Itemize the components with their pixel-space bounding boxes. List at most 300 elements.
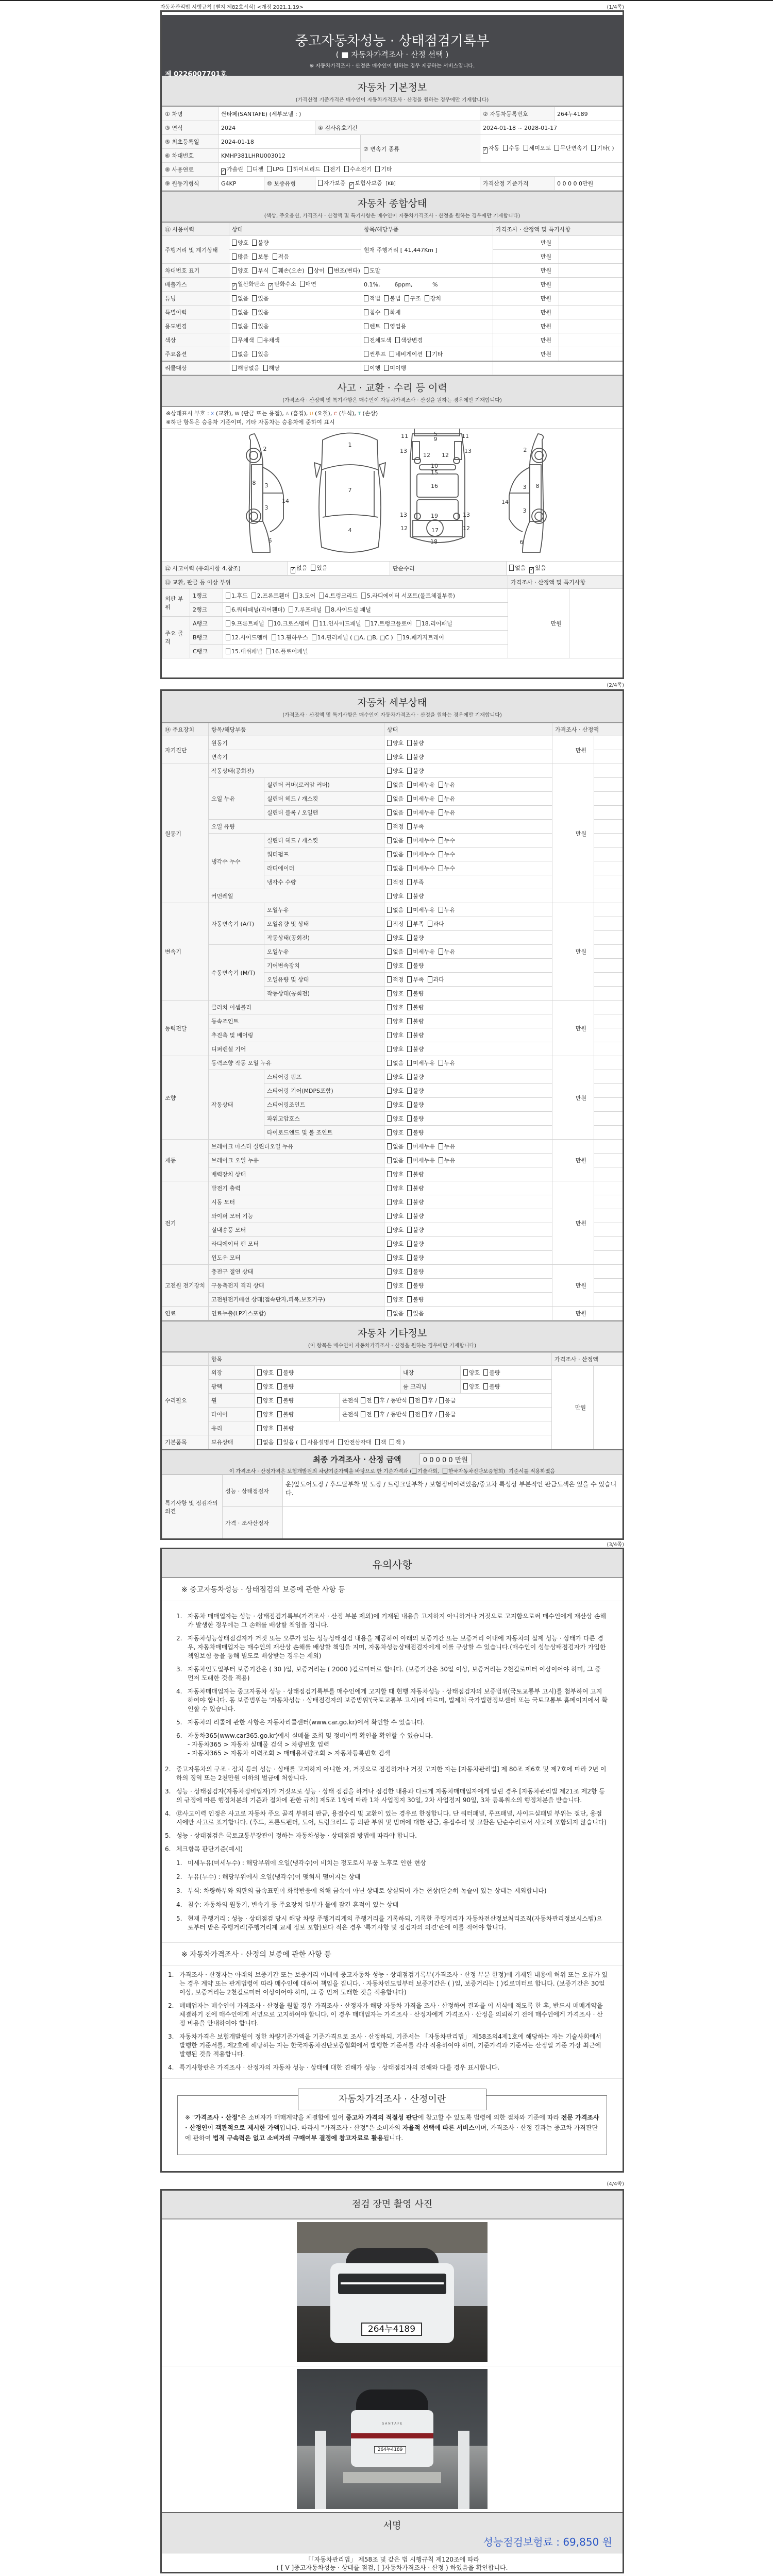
- checkbox-option[interactable]: [407, 1156, 435, 1164]
- checkbox-unchecked[interactable]: [387, 1074, 392, 1080]
- checkbox-option[interactable]: [387, 989, 404, 997]
- checkbox-option[interactable]: [443, 1467, 505, 1475]
- checkbox-unchecked[interactable]: [407, 1032, 412, 1038]
- checkbox-unchecked[interactable]: [428, 976, 432, 982]
- checkbox-unchecked[interactable]: [387, 1018, 392, 1024]
- checkbox-unchecked[interactable]: [257, 1425, 262, 1431]
- checkbox-unchecked[interactable]: [407, 1088, 412, 1094]
- checkbox-option[interactable]: [412, 1467, 439, 1475]
- checkbox-unchecked[interactable]: [407, 935, 412, 941]
- checkbox-option[interactable]: [387, 1142, 404, 1150]
- checkbox-unchecked[interactable]: [407, 795, 412, 802]
- checkbox-option[interactable]: [308, 266, 325, 275]
- checkbox-unchecked[interactable]: [387, 1255, 392, 1261]
- checkbox-unchecked[interactable]: [509, 565, 514, 571]
- checkbox-unchecked[interactable]: [407, 1296, 412, 1302]
- checkbox-unchecked[interactable]: [439, 782, 443, 788]
- checkbox-option[interactable]: [407, 906, 435, 914]
- checkbox-option[interactable]: [338, 1438, 371, 1446]
- checkbox-option[interactable]: [407, 781, 435, 789]
- checkbox-option[interactable]: [407, 1184, 424, 1192]
- checkbox-unchecked[interactable]: [374, 1397, 379, 1403]
- checkbox-unchecked[interactable]: [387, 768, 392, 774]
- checkbox-option[interactable]: [257, 1424, 274, 1432]
- checkbox-option[interactable]: [232, 252, 248, 261]
- checkbox-unchecked[interactable]: [277, 1439, 282, 1445]
- checkbox-option[interactable]: [247, 165, 263, 173]
- checkbox-option[interactable]: [503, 144, 519, 152]
- checkbox-option[interactable]: [407, 1031, 424, 1039]
- checkbox-option[interactable]: [463, 1382, 480, 1391]
- checkbox-option[interactable]: [325, 605, 371, 614]
- checkbox-option[interactable]: [257, 1382, 274, 1391]
- checkbox-unchecked[interactable]: [407, 865, 412, 871]
- checkbox-option[interactable]: [407, 1142, 435, 1150]
- checkbox-unchecked[interactable]: [387, 837, 392, 843]
- checkbox-unchecked[interactable]: [268, 620, 273, 626]
- checkbox-unchecked[interactable]: [232, 323, 237, 329]
- checkbox-unchecked[interactable]: [232, 240, 237, 246]
- checkbox-option[interactable]: [365, 619, 412, 628]
- checkbox-option[interactable]: [524, 144, 551, 152]
- checkbox-option[interactable]: [349, 179, 382, 189]
- checkbox-option[interactable]: [387, 850, 404, 858]
- checkbox-option[interactable]: [387, 892, 404, 900]
- checkbox-option[interactable]: [300, 280, 316, 288]
- checkbox-unchecked[interactable]: [407, 1199, 412, 1205]
- checkbox-unchecked[interactable]: [412, 1468, 416, 1474]
- checkbox-option[interactable]: [361, 591, 455, 600]
- checkbox-unchecked[interactable]: [277, 1411, 282, 1417]
- checkbox-unchecked[interactable]: [384, 323, 389, 329]
- checkbox-unchecked[interactable]: [407, 921, 412, 927]
- checkbox-option[interactable]: [384, 294, 400, 302]
- checkbox-unchecked[interactable]: [324, 166, 329, 172]
- checkbox-option[interactable]: [407, 961, 424, 970]
- checkbox-option[interactable]: [277, 1396, 294, 1404]
- checkbox-checked[interactable]: ✓: [232, 283, 237, 289]
- checkbox-option[interactable]: [439, 1059, 455, 1067]
- checkbox-unchecked[interactable]: [387, 976, 392, 982]
- checkbox-option[interactable]: [387, 1045, 404, 1053]
- checkbox-option[interactable]: [387, 864, 404, 872]
- checkbox-option[interactable]: [277, 1410, 294, 1418]
- front-inspection-photo[interactable]: [297, 2222, 488, 2362]
- checkbox-option[interactable]: [407, 1212, 424, 1220]
- checkbox-option[interactable]: [387, 961, 404, 970]
- checkbox-unchecked[interactable]: [503, 145, 508, 151]
- checkbox-option[interactable]: [387, 1156, 404, 1164]
- checkbox-option[interactable]: [232, 308, 248, 316]
- checkbox-unchecked[interactable]: [387, 1199, 392, 1205]
- checkbox-unchecked[interactable]: [387, 754, 392, 760]
- checkbox-unchecked[interactable]: [387, 740, 392, 746]
- checkbox-unchecked[interactable]: [407, 893, 412, 899]
- checkbox-unchecked[interactable]: [384, 309, 389, 315]
- checkbox-unchecked[interactable]: [407, 1241, 412, 1247]
- checkbox-unchecked[interactable]: [428, 921, 432, 927]
- checkbox-unchecked[interactable]: [257, 1383, 262, 1389]
- checkbox-option[interactable]: [407, 767, 424, 775]
- checkbox-unchecked[interactable]: [439, 907, 443, 913]
- checkbox-unchecked[interactable]: [226, 592, 230, 599]
- checkbox-option[interactable]: [407, 1198, 424, 1206]
- checkbox-unchecked[interactable]: [252, 351, 257, 357]
- checkbox-unchecked[interactable]: [439, 1143, 443, 1149]
- checkbox-unchecked[interactable]: [407, 1018, 412, 1024]
- checkbox-unchecked[interactable]: [384, 295, 389, 301]
- checkbox-option[interactable]: [407, 1253, 424, 1262]
- checkbox-unchecked[interactable]: [387, 879, 392, 885]
- checkbox-option[interactable]: [407, 920, 424, 928]
- checkbox-unchecked[interactable]: [407, 1310, 412, 1316]
- checkbox-option[interactable]: [390, 1438, 405, 1446]
- checkbox-unchecked[interactable]: [365, 620, 369, 626]
- checkbox-option[interactable]: [483, 1382, 500, 1391]
- checkbox-unchecked[interactable]: [443, 1468, 447, 1474]
- checkbox-unchecked[interactable]: [387, 851, 392, 857]
- checkbox-unchecked[interactable]: [387, 1241, 392, 1247]
- checkbox-option[interactable]: [232, 364, 260, 372]
- checkbox-option[interactable]: [387, 767, 404, 775]
- checkbox-option[interactable]: [252, 322, 268, 330]
- checkbox-unchecked[interactable]: [407, 1185, 412, 1191]
- checkbox-option[interactable]: [293, 591, 315, 600]
- checkbox-option[interactable]: [221, 165, 243, 175]
- checkbox-unchecked[interactable]: [387, 990, 392, 996]
- checkbox-option[interactable]: [258, 336, 280, 344]
- checkbox-unchecked[interactable]: [387, 962, 392, 969]
- checkbox-unchecked[interactable]: [407, 907, 412, 913]
- checkbox-unchecked[interactable]: [344, 166, 349, 172]
- checkbox-unchecked[interactable]: [407, 1282, 412, 1289]
- checkbox-unchecked[interactable]: [257, 1369, 262, 1376]
- checkbox-checked[interactable]: ✓: [222, 168, 226, 174]
- checkbox-unchecked[interactable]: [416, 620, 421, 626]
- checkbox-unchecked[interactable]: [277, 1369, 282, 1376]
- checkbox-unchecked[interactable]: [387, 782, 392, 788]
- checkbox-unchecked[interactable]: [387, 1268, 392, 1275]
- checkbox-option[interactable]: [226, 605, 285, 614]
- checkbox-unchecked[interactable]: [301, 1439, 306, 1445]
- checkbox-unchecked[interactable]: [407, 1115, 412, 1122]
- checkbox-option[interactable]: [407, 1226, 424, 1234]
- checkbox-option[interactable]: [387, 1226, 404, 1234]
- checkbox-unchecked[interactable]: [407, 1101, 412, 1108]
- checkbox-option[interactable]: [226, 633, 268, 642]
- checkbox-option[interactable]: [252, 239, 268, 247]
- checkbox-option[interactable]: [387, 975, 404, 984]
- checkbox-option[interactable]: [277, 1382, 294, 1391]
- checkbox-option[interactable]: [439, 947, 455, 956]
- checkbox-unchecked[interactable]: [439, 948, 443, 955]
- checkbox-unchecked[interactable]: [384, 365, 389, 371]
- checkbox-unchecked[interactable]: [425, 295, 429, 301]
- checkbox-option[interactable]: [483, 1368, 500, 1377]
- checkbox-unchecked[interactable]: [263, 365, 268, 371]
- checkbox-unchecked[interactable]: [407, 1268, 412, 1275]
- checkbox-unchecked[interactable]: [387, 1213, 392, 1219]
- checkbox-option[interactable]: [364, 308, 380, 316]
- checkbox-unchecked[interactable]: [524, 145, 528, 151]
- checkbox-unchecked[interactable]: [407, 1227, 412, 1233]
- checkbox-unchecked[interactable]: [387, 1129, 392, 1136]
- checkbox-option[interactable]: [428, 920, 444, 928]
- checkbox-unchecked[interactable]: [364, 309, 368, 315]
- checkbox-unchecked[interactable]: [226, 606, 230, 613]
- checkbox-unchecked[interactable]: [407, 851, 412, 857]
- checkbox-option[interactable]: [387, 878, 404, 886]
- checkbox-unchecked[interactable]: [483, 1369, 488, 1376]
- checkbox-unchecked[interactable]: [287, 166, 292, 172]
- checkbox-unchecked[interactable]: [390, 351, 394, 357]
- checkbox-option[interactable]: [387, 794, 404, 803]
- checkbox-unchecked[interactable]: [375, 1439, 380, 1445]
- checkbox-unchecked[interactable]: [252, 253, 257, 260]
- checkbox-option[interactable]: [416, 619, 452, 628]
- checkbox-option[interactable]: [252, 252, 268, 261]
- checkbox-option[interactable]: [483, 144, 499, 154]
- checkbox-option[interactable]: [407, 989, 424, 997]
- checkbox-option[interactable]: [257, 1396, 274, 1404]
- checkbox-option[interactable]: [397, 633, 444, 642]
- checkbox-option[interactable]: [554, 144, 587, 152]
- checkbox-option[interactable]: [364, 322, 380, 330]
- checkbox-option[interactable]: [439, 808, 455, 817]
- checkbox-option[interactable]: [407, 947, 435, 956]
- checkbox-unchecked[interactable]: [387, 907, 392, 913]
- checkbox-option[interactable]: [387, 808, 404, 817]
- checkbox-option[interactable]: [287, 165, 320, 173]
- checkbox-unchecked[interactable]: [387, 1060, 392, 1066]
- checkbox-option[interactable]: [387, 947, 404, 956]
- checkbox-option[interactable]: [407, 753, 424, 761]
- checkbox-option[interactable]: [277, 1438, 298, 1446]
- checkbox-option[interactable]: [426, 350, 443, 358]
- checkbox-unchecked[interactable]: [422, 1397, 427, 1403]
- checkbox-option[interactable]: [439, 864, 455, 872]
- checkbox-unchecked[interactable]: [364, 351, 368, 357]
- checkbox-option[interactable]: [319, 591, 358, 600]
- checkbox-option[interactable]: [273, 266, 305, 275]
- checkbox-unchecked[interactable]: [407, 1255, 412, 1261]
- checkbox-unchecked[interactable]: [407, 809, 412, 816]
- checkbox-unchecked[interactable]: [232, 337, 237, 343]
- checkbox-option[interactable]: [509, 564, 526, 572]
- checkbox-option[interactable]: [407, 739, 424, 747]
- checkbox-unchecked[interactable]: [361, 592, 366, 599]
- checkbox-unchecked[interactable]: [387, 1310, 392, 1316]
- checkbox-unchecked[interactable]: [277, 1383, 282, 1389]
- checkbox-unchecked[interactable]: [252, 240, 257, 246]
- checkbox-option[interactable]: [407, 1170, 424, 1178]
- checkbox-unchecked[interactable]: [387, 921, 392, 927]
- checkbox-option[interactable]: [407, 808, 435, 817]
- checkbox-unchecked[interactable]: [312, 634, 316, 640]
- checkbox-unchecked[interactable]: [407, 962, 412, 969]
- checkbox-option[interactable]: [405, 294, 421, 302]
- checkbox-unchecked[interactable]: [273, 253, 277, 260]
- checkbox-unchecked[interactable]: [313, 620, 318, 626]
- checkbox-option[interactable]: [313, 619, 361, 628]
- checkbox-option[interactable]: [344, 165, 372, 173]
- checkbox-option[interactable]: [387, 1267, 404, 1276]
- checkbox-unchecked[interactable]: [426, 351, 431, 357]
- checkbox-unchecked[interactable]: [266, 648, 271, 654]
- checkbox-unchecked[interactable]: [252, 323, 257, 329]
- checkbox-unchecked[interactable]: [387, 893, 392, 899]
- checkbox-unchecked[interactable]: [311, 565, 315, 571]
- checkbox-unchecked[interactable]: [252, 267, 257, 274]
- checkbox-unchecked[interactable]: [387, 1115, 392, 1122]
- checkbox-option[interactable]: [364, 294, 380, 302]
- checkbox-option[interactable]: [252, 266, 268, 275]
- checkbox-option[interactable]: [232, 280, 265, 290]
- checkbox-unchecked[interactable]: [439, 1397, 444, 1403]
- checkbox-option[interactable]: [387, 906, 404, 914]
- checkbox-option[interactable]: [387, 1253, 404, 1262]
- checkbox-unchecked[interactable]: [273, 267, 277, 274]
- checkbox-option[interactable]: [387, 1240, 404, 1248]
- checkbox-unchecked[interactable]: [387, 1282, 392, 1289]
- checkbox-option[interactable]: [387, 1059, 404, 1067]
- checkbox-option[interactable]: [390, 350, 423, 358]
- checkbox-option[interactable]: [289, 605, 322, 614]
- checkbox-unchecked[interactable]: [407, 1074, 412, 1080]
- checkbox-unchecked[interactable]: [252, 295, 257, 301]
- checkbox-unchecked[interactable]: [407, 976, 412, 982]
- checkbox-option[interactable]: [232, 350, 248, 358]
- checkbox-option[interactable]: [387, 1295, 404, 1303]
- checkbox-option[interactable]: [384, 364, 406, 372]
- checkbox-option[interactable]: [407, 1267, 424, 1276]
- checkbox-option[interactable]: [407, 1281, 424, 1290]
- checkbox-unchecked[interactable]: [407, 1157, 412, 1163]
- checkbox-unchecked[interactable]: [232, 309, 237, 315]
- checkbox-option[interactable]: [387, 1031, 404, 1039]
- checkbox-option[interactable]: [273, 252, 289, 261]
- checkbox-unchecked[interactable]: [407, 754, 412, 760]
- checkbox-unchecked[interactable]: [232, 253, 237, 260]
- checkbox-option[interactable]: [387, 1281, 404, 1290]
- checkbox-option[interactable]: [407, 836, 435, 844]
- checkbox-option[interactable]: [439, 836, 455, 844]
- checkbox-option[interactable]: [439, 906, 455, 914]
- checkbox-option[interactable]: [407, 878, 424, 886]
- checkbox-option[interactable]: [272, 633, 308, 642]
- checkbox-option[interactable]: [375, 1438, 386, 1446]
- checkbox-option[interactable]: [407, 892, 424, 900]
- checkbox-option[interactable]: [387, 1073, 404, 1081]
- checkbox-unchecked[interactable]: [387, 1185, 392, 1191]
- checkbox-option[interactable]: [311, 564, 327, 572]
- checkbox-option[interactable]: [387, 739, 404, 747]
- checkbox-unchecked[interactable]: [439, 795, 443, 802]
- checkbox-unchecked[interactable]: [439, 865, 443, 871]
- checkbox-unchecked[interactable]: [387, 1157, 392, 1163]
- checkbox-unchecked[interactable]: [397, 634, 401, 640]
- checkbox-unchecked[interactable]: [257, 1411, 262, 1417]
- checkbox-option[interactable]: [251, 591, 290, 600]
- checkbox-option[interactable]: [407, 850, 435, 858]
- checkbox-unchecked[interactable]: [395, 337, 400, 343]
- checkbox-unchecked[interactable]: [374, 1411, 379, 1417]
- checkbox-option[interactable]: [364, 266, 380, 275]
- checkbox-unchecked[interactable]: [387, 1227, 392, 1233]
- checkbox-option[interactable]: [387, 1309, 404, 1317]
- checkbox-unchecked[interactable]: [387, 1004, 392, 1010]
- checkbox-option[interactable]: [232, 239, 248, 247]
- checkbox-unchecked[interactable]: [407, 768, 412, 774]
- checkbox-option[interactable]: [407, 934, 424, 942]
- checkbox-unchecked[interactable]: [407, 1143, 412, 1149]
- checkbox-unchecked[interactable]: [387, 809, 392, 816]
- checkbox-unchecked[interactable]: [257, 1397, 262, 1403]
- checkbox-option[interactable]: [407, 1087, 424, 1095]
- checkbox-option[interactable]: [328, 266, 360, 275]
- checkbox-option[interactable]: [407, 1100, 424, 1109]
- checkbox-unchecked[interactable]: [319, 592, 324, 599]
- checkbox-option[interactable]: [267, 166, 283, 173]
- checkbox-unchecked[interactable]: [554, 145, 559, 151]
- checkbox-option[interactable]: [318, 179, 346, 187]
- checkbox-unchecked[interactable]: [328, 267, 333, 274]
- checkbox-unchecked[interactable]: [409, 1411, 414, 1417]
- checkbox-unchecked[interactable]: [387, 1046, 392, 1052]
- checkbox-unchecked[interactable]: [293, 592, 298, 599]
- checkbox-option[interactable]: [266, 647, 308, 656]
- checkbox-unchecked[interactable]: [387, 1032, 392, 1038]
- checkbox-unchecked[interactable]: [407, 990, 412, 996]
- checkbox-option[interactable]: [277, 1368, 294, 1377]
- checkbox-option[interactable]: [384, 322, 406, 330]
- checkbox-unchecked[interactable]: [439, 837, 443, 843]
- checkbox-option[interactable]: [387, 1003, 404, 1011]
- checkbox-option[interactable]: [387, 822, 404, 831]
- checkbox-option[interactable]: [591, 144, 614, 152]
- checkbox-unchecked[interactable]: [361, 1397, 365, 1403]
- checkbox-unchecked[interactable]: [289, 606, 293, 613]
- checkbox-unchecked[interactable]: [247, 166, 251, 172]
- checkbox-option[interactable]: [291, 564, 307, 573]
- checkbox-option[interactable]: [375, 165, 392, 173]
- checkbox-unchecked[interactable]: [387, 935, 392, 941]
- checkbox-unchecked[interactable]: [308, 267, 313, 274]
- checkbox-option[interactable]: [428, 975, 444, 984]
- checkbox-unchecked[interactable]: [407, 1046, 412, 1052]
- checkbox-option[interactable]: [387, 1128, 404, 1137]
- checkbox-unchecked[interactable]: [387, 1088, 392, 1094]
- checkbox-option[interactable]: [301, 1438, 334, 1446]
- checkbox-option[interactable]: [387, 753, 404, 761]
- checkbox-unchecked[interactable]: [591, 145, 596, 151]
- checkbox-option[interactable]: [407, 864, 435, 872]
- lift-inspection-photo[interactable]: [297, 2369, 488, 2509]
- checkbox-option[interactable]: [387, 1017, 404, 1025]
- checkbox-unchecked[interactable]: [407, 1129, 412, 1136]
- checkbox-option[interactable]: [324, 165, 341, 173]
- checkbox-unchecked[interactable]: [338, 1439, 343, 1445]
- checkbox-unchecked[interactable]: [407, 782, 412, 788]
- checkbox-option[interactable]: [263, 364, 280, 372]
- checkbox-unchecked[interactable]: [375, 166, 380, 172]
- checkbox-option[interactable]: [364, 350, 386, 358]
- checkbox-unchecked[interactable]: [439, 851, 443, 857]
- checkbox-unchecked[interactable]: [364, 295, 368, 301]
- checkbox-unchecked[interactable]: [232, 351, 237, 357]
- checkbox-option[interactable]: [407, 975, 424, 984]
- checkbox-unchecked[interactable]: [387, 795, 392, 802]
